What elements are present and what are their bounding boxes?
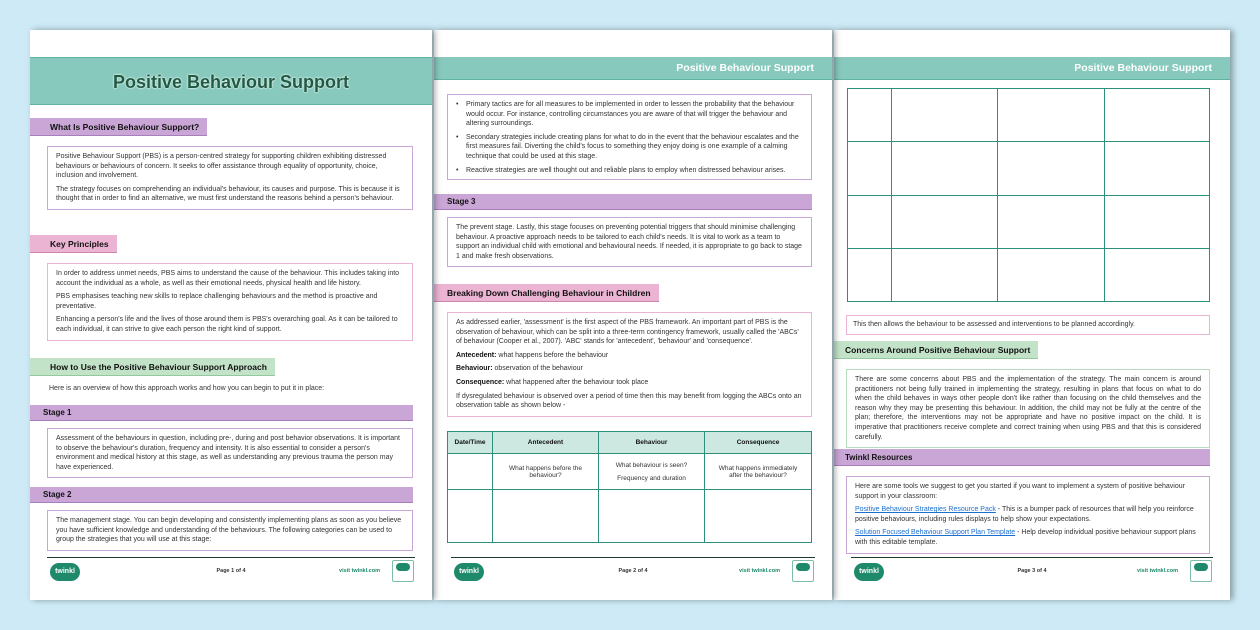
table-cell: What behaviour is seen? Frequency and duration xyxy=(599,454,705,490)
page-header-title: Positive Behaviour Support xyxy=(834,57,1230,80)
twinkl-logo: twinkl xyxy=(454,563,484,581)
key-principles-box xyxy=(47,263,413,341)
document-page-2 xyxy=(434,30,832,600)
stage-1-box xyxy=(47,428,413,478)
paragraph: As addressed earlier, 'assessment' is the first aspect of the PBS framework. An important part of PBS is the observation of behaviour, which can be split into a three-term contingency framework, usually called the 'ABCs' of behaviour (Cooper et al., 2007). 'ABC' stands for 'antecedent', 'behaviour' and 'consequence'. xyxy=(456,319,799,346)
breaking-down-box xyxy=(447,312,812,417)
resource-link[interactable]: Positive Behaviour Strategies Resource Pack xyxy=(855,506,996,514)
table-cell: What happens immediately after the behaviour? xyxy=(705,454,812,490)
footer-divider xyxy=(851,557,1213,558)
what-is-pbs-box xyxy=(47,146,413,210)
paragraph: If dysregulated behaviour is observed over a period of time then this may benefit from logging the ABCs onto an observation table as shown below - xyxy=(456,392,802,410)
quality-badge-icon xyxy=(792,560,814,582)
heading-how-to-use: How to Use the Positive Behaviour Support Approach xyxy=(30,358,275,376)
strategies-box xyxy=(447,94,812,180)
bullet-item: • Primary tactics are for all measures to be implemented in order to lessen the probability that the behaviour would occur. For instance, controlling circumstances you are aware of that will trigger the behaviour and altering surroundings. xyxy=(456,100,803,129)
page-number: Page 1 of 4 xyxy=(216,568,246,574)
heading-stage-2: Stage 2 xyxy=(30,487,413,503)
visit-twinkl-link[interactable]: visit twinkl.com xyxy=(739,568,780,574)
resources-box xyxy=(846,476,1210,554)
definition-behaviour: Behaviour: observation of the behaviour xyxy=(456,365,583,373)
heading-breaking-down: Breaking Down Challenging Behaviour in Children xyxy=(434,284,659,302)
stage-3-box xyxy=(447,217,812,267)
page-number: Page 3 of 4 xyxy=(1017,568,1047,574)
definition-antecedent: Antecedent: what happens before the behaviour xyxy=(456,351,609,359)
visit-twinkl-link[interactable]: visit twinkl.com xyxy=(339,568,380,574)
resource-link[interactable]: Solution Focused Behaviour Support Plan Template xyxy=(855,529,1016,537)
page-number: Page 2 of 4 xyxy=(618,568,648,574)
table-cell: What happens before the behaviour? xyxy=(493,454,599,490)
twinkl-logo: twinkl xyxy=(50,563,80,581)
definition-consequence: Consequence: what happened after the behaviour took place xyxy=(456,378,649,386)
twinkl-logo: twinkl xyxy=(854,563,884,581)
bullet-item: • Reactive strategies are well thought out and reliable plans to employ when distressed behaviour arises. xyxy=(456,166,803,176)
paragraph: Positive Behaviour Support (PBS) is a person-centred strategy for supporting children exhibiting distressed behaviours or behaviours of concern. It seeks to offer assistance through equality of opportunity, choice, inclusion and involvement. xyxy=(56,153,387,180)
paragraph: Enhancing a person's life and the lives of those around them is PBS's overarching goal. As it can be tailored to each individual, it can strive to give each person the right kind of support. xyxy=(56,316,398,333)
paragraph: Assessment of the behaviours in question, including pre-, during and post behavior observations. It is important to observe the behaviour's duration, frequency and intensity. It is also essential to consider a person's environment and medical history at this stage, as well as understanding any previous trauma the person may have experienced. xyxy=(56,435,400,471)
table-row xyxy=(448,454,812,490)
table-row xyxy=(448,490,812,543)
quality-badge-icon xyxy=(1190,560,1212,582)
table-header-row xyxy=(448,432,812,454)
footer-divider xyxy=(451,557,815,558)
heading-twinkl-resources: Twinkl Resources xyxy=(834,449,1210,466)
heading-what-is-pbs: What Is Positive Behaviour Support? xyxy=(30,118,207,136)
bullet-item: • Secondary strategies include creating plans for what to do in the event that the behaviour escalates and the first measures fail. Diverting the child's focus to something they enjoy doing is one example of a calming technique that could be used at this stage. xyxy=(456,133,803,162)
how-to-use-intro: Here is an overview of how this approach works and how you can begin to put it in place: xyxy=(49,385,325,392)
blank-observation-grid xyxy=(847,88,1210,302)
column-header: Antecedent xyxy=(493,432,599,454)
column-header: Date/Time xyxy=(448,432,493,454)
footer-divider xyxy=(47,557,415,558)
column-header: Behaviour xyxy=(599,432,705,454)
resource-item: Positive Behaviour Strategies Resource Pack - This is a bumper pack of resources that will help you reinforce positive behaviours, including rules displays to help show your expectations. xyxy=(855,506,1194,523)
paragraph: The strategy focuses on comprehending an individual's behaviour, its causes and purpose. This is because it is thought that in order to find an alternative, we must first understand the reasons behind a person's behaviour. xyxy=(56,185,400,203)
page-title: Positive Behaviour Support xyxy=(30,57,432,105)
heading-stage-3: Stage 3 xyxy=(434,194,812,210)
abc-observation-table xyxy=(447,431,812,543)
paragraph: Here are some tools we suggest to get you started if you want to implement a system of positive behaviour support in your classroom: xyxy=(855,483,1185,500)
heading-concerns: Concerns Around Positive Behaviour Support xyxy=(834,341,1038,359)
table-cell xyxy=(448,454,493,490)
paragraph: This then allows the behaviour to be assessed and interventions to be planned accordingly. xyxy=(853,321,1135,328)
document-page-1 xyxy=(30,30,432,600)
heading-key-principles: Key Principles xyxy=(30,235,117,253)
document-page-3 xyxy=(834,30,1230,600)
paragraph: In order to address unmet needs, PBS aims to understand the cause of the behaviour. This includes taking into account the individual as a whole, as well as their emotional needs, physical health and life history. xyxy=(56,270,400,287)
quality-badge-icon xyxy=(392,560,414,582)
page-header-title: Positive Behaviour Support xyxy=(434,57,832,80)
column-header: Consequence xyxy=(705,432,812,454)
stage-2-box xyxy=(47,510,413,551)
paragraph: There are some concerns about PBS and the implementation of the strategy. The main concern is around practitioners not being fully trained in implementing the strategy, resulting in plans that focus on what to do when the child behaves in ways other people don't like rather than focusing on the child themselves and the reason why they may be presenting this behaviour. In addition, the child may not be fully at the centre of the plan; therefore, the interventions may not be appropriate and have no positive impact on the child. It is imperative that practitioners receive complete and correct training when using PBS and that this is considered carefully. xyxy=(855,376,1201,441)
heading-stage-1: Stage 1 xyxy=(30,405,413,421)
paragraph: The management stage. You can begin developing and consistently implementing plans as soon as you believe you have sufficient knowledge and understanding of the behaviours. The following categories can be used to group the strategies that you will use at this stage: xyxy=(56,517,402,544)
paragraph: The prevent stage. Lastly, this stage focuses on preventing potential triggers that should minimise challenging behaviour. A proactive approach needs to be tailored to each child's needs. It is vital to work as a team to support an individual child with emotional and behavioural needs. If needed, it is appropriate to go back to stage 1 and make fresh observations. xyxy=(456,224,802,260)
visit-twinkl-link[interactable]: visit twinkl.com xyxy=(1137,568,1178,574)
resource-item: Solution Focused Behaviour Support Plan Template - Help develop individual positive behaviour support plans with this editable template. xyxy=(855,529,1196,546)
after-table-note xyxy=(846,315,1210,335)
paragraph: PBS emphasises teaching new skills to replace challenging behaviours and the method is proactive and preventative. xyxy=(56,293,378,310)
concerns-box xyxy=(846,369,1210,448)
